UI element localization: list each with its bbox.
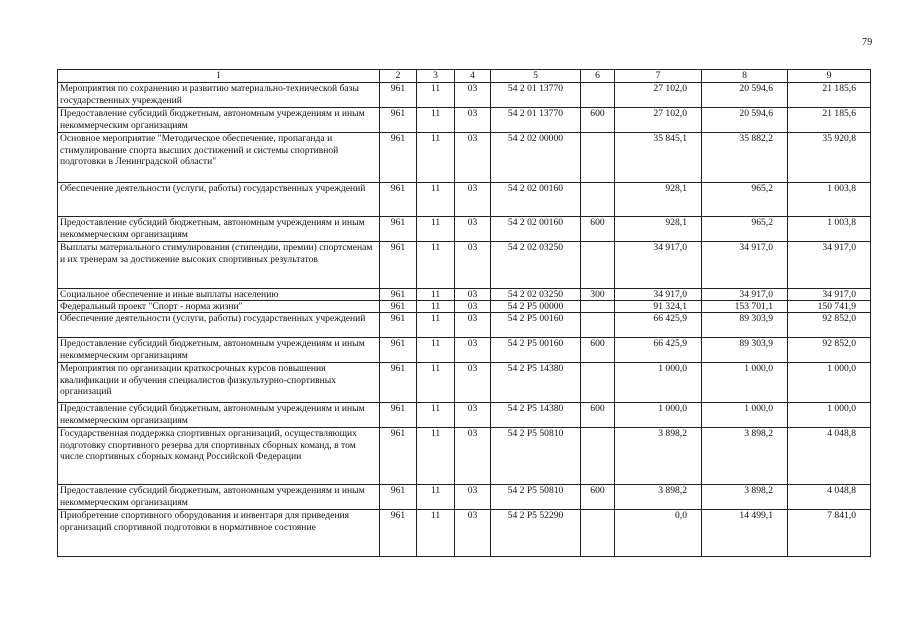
cell-col6: [581, 242, 615, 289]
header-row: [58, 70, 871, 83]
cell-col8: 14 499,1: [702, 510, 788, 557]
cell-col5: 54 2 P5 00160: [491, 313, 581, 338]
cell-col9: 92 852,0: [788, 313, 871, 338]
cell-col9: 21 185,6: [788, 83, 871, 108]
cell-col4: 03: [455, 338, 491, 363]
cell-col5: 54 2 01 13770: [491, 108, 581, 133]
cell-col9: 1 003,8: [788, 183, 871, 217]
row-name: Предоставление субсидий бюджетным, автономным учреждениям и иным некоммерческим организациям: [58, 108, 380, 133]
cell-col3: 11: [417, 313, 455, 338]
cell-col9: 7 841,0: [788, 510, 871, 557]
cell-col9: 150 741,9: [788, 301, 871, 313]
cell-col2: 961: [380, 133, 417, 183]
cell-col4: 03: [455, 363, 491, 403]
cell-col7: 928,1: [615, 183, 702, 217]
cell-col3: 11: [417, 301, 455, 313]
row-name: Предоставление субсидий бюджетным, автономным учреждениям и иным некоммерческим организациям: [58, 338, 380, 363]
table-row: [58, 242, 871, 289]
row-name: Выплаты материального стимулирования (стипендии, премии) спортсменам и их тренерам за достижение высоких спортивных результатов: [58, 242, 380, 289]
table-row: [58, 363, 871, 403]
cell-col8: 1 000,0: [702, 403, 788, 428]
row-name: Мероприятия по сохранению и развитию материально-технической базы государственных учреждений: [58, 83, 380, 108]
cell-col9: 92 852,0: [788, 338, 871, 363]
row-name: Предоставление субсидий бюджетным, автономным учреждениям и иным некоммерческим организациям: [58, 403, 380, 428]
cell-col7: 66 425,9: [615, 338, 702, 363]
cell-col4: 03: [455, 510, 491, 557]
cell-col4: 03: [455, 313, 491, 338]
header-cell: 3: [417, 70, 455, 83]
cell-col3: 11: [417, 289, 455, 301]
header-cell: 4: [455, 70, 491, 83]
cell-col7: 35 845,1: [615, 133, 702, 183]
cell-col9: 35 920,8: [788, 133, 871, 183]
row-name: Обеспечение деятельности (услуги, работы) государственных учреждений: [58, 183, 380, 217]
table-row: [58, 183, 871, 217]
cell-col3: 11: [417, 83, 455, 108]
cell-col9: 21 185,6: [788, 108, 871, 133]
cell-col4: 03: [455, 133, 491, 183]
cell-col2: 961: [380, 83, 417, 108]
cell-col7: 34 917,0: [615, 289, 702, 301]
header-cell: 7: [615, 70, 702, 83]
cell-col5: 54 2 02 00160: [491, 183, 581, 217]
cell-col7: 91 324,1: [615, 301, 702, 313]
table-row: [58, 301, 871, 313]
cell-col5: 54 2 01 13770: [491, 83, 581, 108]
cell-col6: [581, 313, 615, 338]
table-row: [58, 428, 871, 485]
cell-col6: [581, 183, 615, 217]
table-row: [58, 108, 871, 133]
table-row: [58, 403, 871, 428]
cell-col7: 27 102,0: [615, 108, 702, 133]
cell-col2: 961: [380, 217, 417, 242]
cell-col3: 11: [417, 428, 455, 485]
cell-col8: 20 594,6: [702, 83, 788, 108]
cell-col7: 1 000,0: [615, 403, 702, 428]
cell-col3: 11: [417, 108, 455, 133]
row-name: Предоставление субсидий бюджетным, автономным учреждениям и иным некоммерческим организациям: [58, 217, 380, 242]
cell-col5: 54 2 P5 00160: [491, 338, 581, 363]
row-name: Социальное обеспечение и иные выплаты населению: [58, 289, 380, 301]
cell-col8: 89 303,9: [702, 313, 788, 338]
cell-col4: 03: [455, 183, 491, 217]
cell-col2: 961: [380, 485, 417, 510]
row-name: Государственная поддержка спортивных организаций, осуществляющих подготовку спортивного резерва для спортивных сборных команд, в том числе спортивных сборных команд Российской Федерации: [58, 428, 380, 485]
cell-col6: [581, 301, 615, 313]
cell-col4: 03: [455, 217, 491, 242]
cell-col3: 11: [417, 363, 455, 403]
cell-col7: 0,0: [615, 510, 702, 557]
cell-col9: 1 000,0: [788, 403, 871, 428]
cell-col6: 600: [581, 403, 615, 428]
cell-col5: 54 2 02 00000: [491, 133, 581, 183]
cell-col3: 11: [417, 133, 455, 183]
cell-col6: [581, 428, 615, 485]
table-row: [58, 313, 871, 338]
cell-col4: 03: [455, 301, 491, 313]
cell-col8: 3 898,2: [702, 428, 788, 485]
row-name: Основное мероприятие "Методическое обеспечение, пропаганда и стимулирование спорта высших достижений и системы спортивной подготовки в Ленинградской области": [58, 133, 380, 183]
cell-col9: 34 917,0: [788, 242, 871, 289]
cell-col6: 600: [581, 485, 615, 510]
row-name: Федеральный проект "Спорт - норма жизни": [58, 301, 380, 313]
cell-col2: 961: [380, 510, 417, 557]
table-row: [58, 83, 871, 108]
cell-col3: 11: [417, 510, 455, 557]
cell-col8: 34 917,0: [702, 289, 788, 301]
budget-table: [57, 69, 871, 557]
cell-col8: 20 594,6: [702, 108, 788, 133]
row-name: Мероприятия по организации краткосрочных курсов повышения квалификации и обучения специалистов физкультурно-спортивных организаций: [58, 363, 380, 403]
cell-col5: 54 2 P5 00000: [491, 301, 581, 313]
cell-col5: 54 2 P5 50810: [491, 428, 581, 485]
cell-col2: 961: [380, 403, 417, 428]
cell-col5: 54 2 02 00160: [491, 217, 581, 242]
table-row: [58, 485, 871, 510]
cell-col6: [581, 133, 615, 183]
table-row: [58, 289, 871, 301]
cell-col4: 03: [455, 289, 491, 301]
cell-col7: 928,1: [615, 217, 702, 242]
cell-col8: 89 303,9: [702, 338, 788, 363]
header-cell: 5: [491, 70, 581, 83]
cell-col2: 961: [380, 289, 417, 301]
cell-col8: 34 917,0: [702, 242, 788, 289]
cell-col7: 3 898,2: [615, 485, 702, 510]
cell-col9: 1 003,8: [788, 217, 871, 242]
row-name: Обеспечение деятельности (услуги, работы) государственных учреждений: [58, 313, 380, 338]
table-row: [58, 133, 871, 183]
cell-col5: 54 2 P5 52290: [491, 510, 581, 557]
cell-col8: 153 701,1: [702, 301, 788, 313]
cell-col6: 300: [581, 289, 615, 301]
cell-col3: 11: [417, 403, 455, 428]
cell-col3: 11: [417, 217, 455, 242]
cell-col2: 961: [380, 363, 417, 403]
header-cell: 6: [581, 70, 615, 83]
cell-col6: [581, 83, 615, 108]
cell-col4: 03: [455, 485, 491, 510]
cell-col7: 66 425,9: [615, 313, 702, 338]
cell-col6: [581, 363, 615, 403]
cell-col8: 3 898,2: [702, 485, 788, 510]
cell-col5: 54 2 02 03250: [491, 242, 581, 289]
row-name: Предоставление субсидий бюджетным, автономным учреждениям и иным некоммерческим организациям: [58, 485, 380, 510]
cell-col6: 600: [581, 338, 615, 363]
cell-col7: 1 000,0: [615, 363, 702, 403]
cell-col3: 11: [417, 242, 455, 289]
cell-col7: 27 102,0: [615, 83, 702, 108]
cell-col4: 03: [455, 242, 491, 289]
cell-col2: 961: [380, 338, 417, 363]
cell-col5: 54 2 P5 14380: [491, 363, 581, 403]
cell-col4: 03: [455, 83, 491, 108]
header-cell: 2: [380, 70, 417, 83]
cell-col6: 600: [581, 217, 615, 242]
cell-col4: 03: [455, 108, 491, 133]
cell-col6: [581, 510, 615, 557]
cell-col2: 961: [380, 313, 417, 338]
cell-col5: 54 2 P5 50810: [491, 485, 581, 510]
cell-col2: 961: [380, 242, 417, 289]
cell-col2: 961: [380, 301, 417, 313]
cell-col6: 600: [581, 108, 615, 133]
page-number: 79: [862, 37, 873, 48]
cell-col4: 03: [455, 428, 491, 485]
header-cell: 1: [58, 70, 380, 83]
cell-col4: 03: [455, 403, 491, 428]
cell-col8: 1 000,0: [702, 363, 788, 403]
cell-col3: 11: [417, 183, 455, 217]
cell-col9: 4 048,8: [788, 428, 871, 485]
table-row: [58, 217, 871, 242]
cell-col9: 1 000,0: [788, 363, 871, 403]
cell-col9: 34 917,0: [788, 289, 871, 301]
cell-col5: 54 2 02 03250: [491, 289, 581, 301]
header-cell: 9: [788, 70, 871, 83]
cell-col3: 11: [417, 338, 455, 363]
cell-col9: 4 048,8: [788, 485, 871, 510]
cell-col5: 54 2 P5 14380: [491, 403, 581, 428]
cell-col7: 3 898,2: [615, 428, 702, 485]
cell-col2: 961: [380, 428, 417, 485]
cell-col3: 11: [417, 485, 455, 510]
row-name: Приобретение спортивного оборудования и инвентаря для приведения организаций спортивной подготовки в нормативное состояние: [58, 510, 380, 557]
header-cell: 8: [702, 70, 788, 83]
cell-col2: 961: [380, 108, 417, 133]
table-row: [58, 338, 871, 363]
cell-col8: 965,2: [702, 217, 788, 242]
cell-col2: 961: [380, 183, 417, 217]
table-row: [58, 510, 871, 557]
cell-col8: 965,2: [702, 183, 788, 217]
cell-col8: 35 882,2: [702, 133, 788, 183]
cell-col7: 34 917,0: [615, 242, 702, 289]
